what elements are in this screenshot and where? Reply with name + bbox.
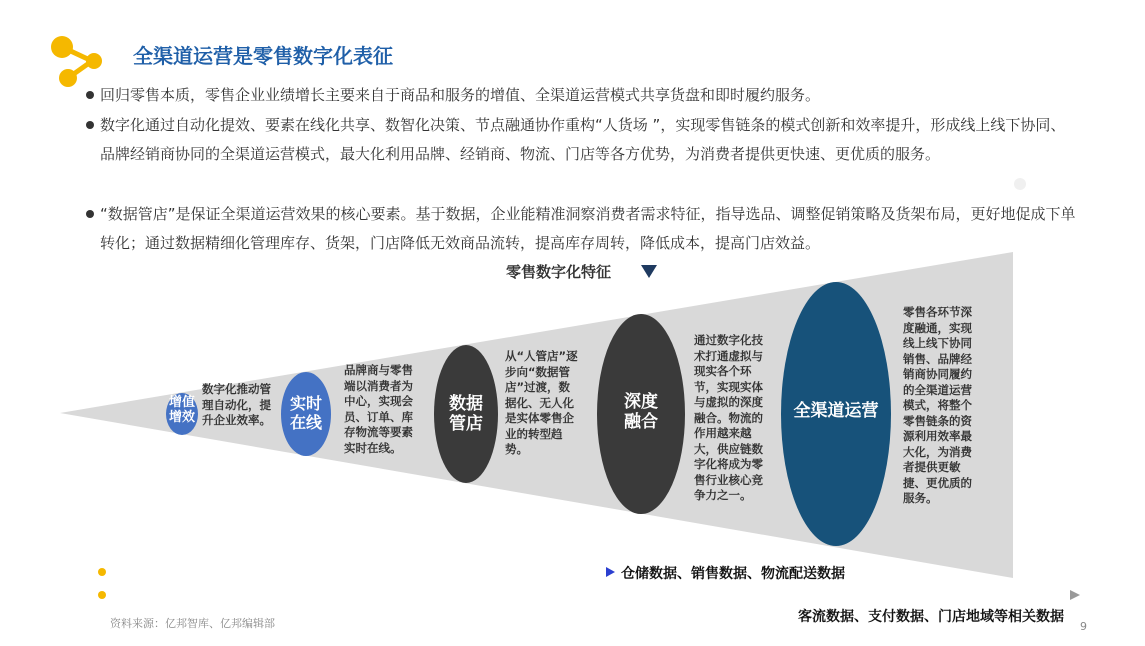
data-line-2-label: 客流数据、支付数据、门店地域等相关数据 (798, 609, 1064, 625)
page-number: 9 (1080, 620, 1087, 633)
arrow-right-icon (1070, 590, 1080, 600)
stage-label-3: 数据 管店 (449, 394, 483, 435)
bullet-3: “数据管店”是保证全渠道运营效果的核心要素。基于数据，企业能精准洞察消费者需求特征，指导选品、调整促销策略及货架布局，更好地促成下单转化；通过数据精细化管理库存、货架，门店降低无效商品流转，提高库存周转，降低成本，提高门店效益。 (86, 200, 1086, 258)
stage-label-2: 实时 在线 (289, 394, 322, 433)
stage-desc-2: 品牌商与零售端以消费者为中心，实现会员、订单、库存物流等要素实时在线。 (344, 363, 413, 455)
stage-label-4: 深度 融合 (624, 392, 658, 433)
stage-label-5: 全渠道运营 (793, 401, 879, 421)
stage-desc-4: 通过数字化技术打通虚拟与现实各个环节，实现实体与虚拟的深度融合。物流的作用越来越大，供应链数字化将成为零售行业核心竞争力之一。 (694, 333, 763, 502)
section-label: 零售数字化特征 (506, 263, 612, 281)
stage-desc-5: 零售各环节深度融通，实现线上线下协同销售、品牌经销商协同履约的全渠道运营模式，将整个零售链条的资源利用效率最大化，为消费者提供更敏捷、更优质的服务。 (903, 305, 972, 505)
stage-desc-1: 数字化推动管理自动化，提升企业效率。 (202, 382, 271, 427)
bullet-1: 回归零售本质，零售企业业绩增长主要来自于商品和服务的增值、全渠道运营模式共享货盘和即时履约服务。 (86, 81, 1076, 110)
triangle-down-icon (641, 265, 657, 278)
arrow-right-icon (606, 567, 615, 577)
decorative-dot (1014, 178, 1026, 190)
bullet-2: 数字化通过自动化提效、要素在线化共享、数智化决策、节点融通协作重构“人货场 ”，实现零售链条的模式创新和效率提升，形成线上线下协同、品牌经销商协同的全渠道运营模式，最大化利用品牌、经销商、物流、门店等各方优势，为消费者提供更快速、更优质的服务。 (86, 111, 1076, 169)
source-note: 资料来源：亿邦智库、亿邦编辑部 (110, 617, 275, 630)
page-title: 全渠道运营是零售数字化表征 (133, 44, 393, 68)
stage-desc-3: 从“人管店”逐步向“数据管店”过渡，数据化、无人化是实体零售企业的转型趋势。 (505, 349, 578, 456)
data-line-1-label: 仓储数据、销售数据、物流配送数据 (621, 566, 845, 582)
stage-label-1: 增值 增效 (168, 395, 195, 425)
